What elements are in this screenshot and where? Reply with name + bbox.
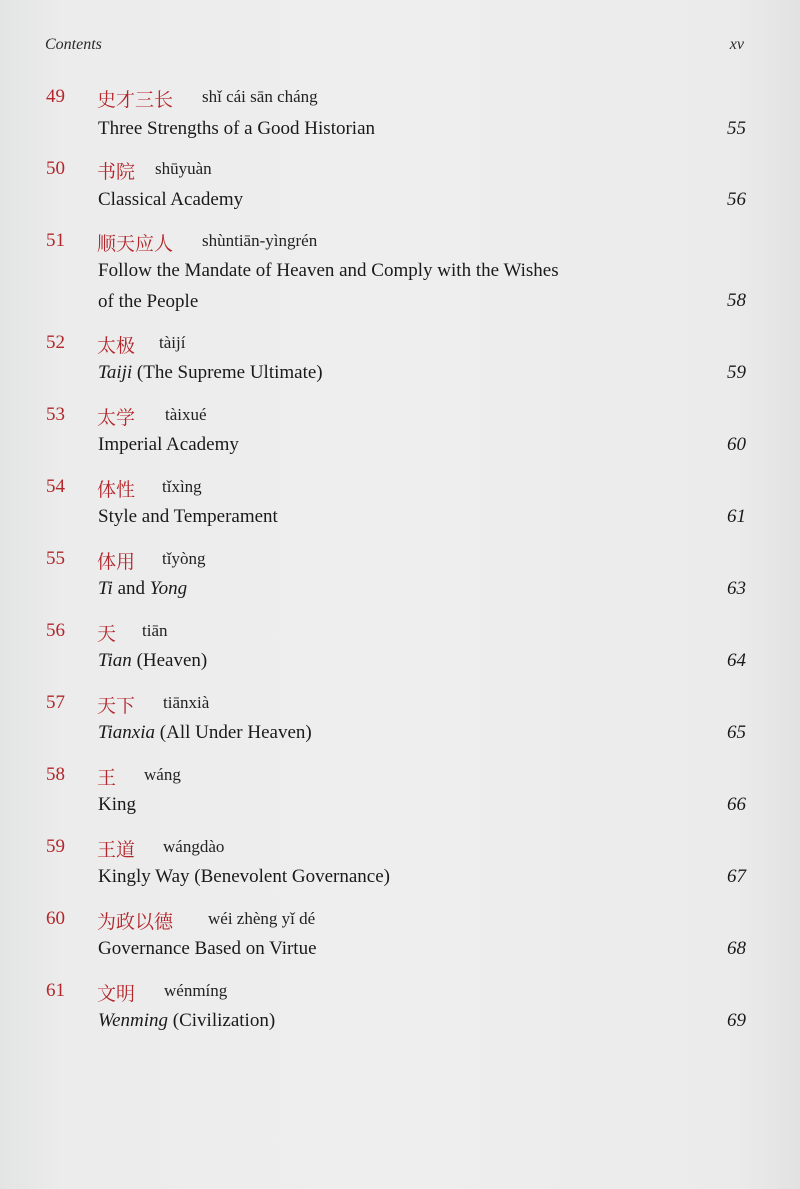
entry-title-rest: and	[112, 578, 150, 599]
entry-pinyin: tǐxìng	[162, 477, 202, 496]
entry-number: 54	[46, 476, 65, 497]
entry-title	[98, 573, 658, 604]
entry-number: 58	[46, 764, 65, 785]
entry-page: 65	[727, 722, 746, 743]
entry-number: 49	[46, 86, 65, 107]
entry-number: 60	[46, 908, 65, 929]
entry-title: Classical Academy	[98, 189, 244, 210]
entry-page: 58	[727, 290, 746, 311]
entry-chinese: 王道	[97, 839, 136, 861]
entry-title	[98, 645, 658, 676]
entry-page: 56	[727, 189, 746, 210]
entry-number: 55	[46, 548, 65, 569]
entry-pinyin: wéi zhèng yǐ dé	[208, 909, 316, 928]
entry-chinese: 体用	[97, 551, 136, 573]
entry-chinese: 太极	[97, 335, 136, 357]
entry-title-line-1: Follow the Mandate of Heaven and Comply with the Wishes	[98, 260, 559, 281]
entry-title-italic: Taiji	[98, 362, 133, 383]
entry-page: 68	[727, 938, 746, 959]
entry-number: 56	[46, 620, 65, 641]
entry-title	[98, 717, 658, 748]
entry-title-italic: Tianxia	[98, 722, 156, 743]
entry-pinyin: shùntiān-yìngrén	[202, 231, 318, 250]
entry-pinyin: wángdào	[163, 837, 225, 856]
entry-page: 59	[727, 362, 746, 383]
entry-page: 63	[727, 578, 746, 599]
entry-pinyin: shūyuàn	[155, 159, 212, 178]
entry-title-italic: Tian	[98, 650, 132, 671]
entry-chinese: 天下	[97, 695, 136, 717]
entry-pinyin: tiānxià	[163, 693, 210, 712]
entry-title-italic: Ti	[98, 578, 113, 599]
entry-page: 61	[727, 506, 746, 527]
entry-chinese: 史才三长	[97, 89, 174, 111]
entry-number: 53	[46, 404, 65, 425]
entry-page: 67	[727, 866, 746, 887]
entry-title	[98, 1005, 658, 1036]
entry-chinese: 天	[97, 623, 117, 645]
entry-pinyin: wáng	[144, 765, 181, 784]
entry-number: 59	[46, 836, 65, 857]
entry-pinyin: tǐyòng	[162, 549, 206, 568]
entry-title: Governance Based on Virtue	[98, 938, 317, 959]
entry-title-line-2: of the People	[98, 291, 199, 312]
entry-chinese: 文明	[97, 983, 136, 1005]
entry-chinese: 顺天应人	[97, 233, 174, 255]
entry-pinyin: wénmíng	[164, 981, 228, 1000]
entry-title: Kingly Way (Benevolent Governance)	[98, 866, 390, 887]
entry-number: 52	[46, 332, 65, 353]
entry-pinyin: tiān	[142, 621, 168, 640]
entry-pinyin: tàijí	[159, 333, 186, 352]
entry-chinese: 太学	[97, 407, 136, 429]
entry-page: 69	[727, 1010, 746, 1031]
entry-title-rest: (Civilization)	[168, 1010, 276, 1031]
entry-title	[98, 357, 658, 388]
entry-title: King	[98, 794, 136, 815]
entry-title: Three Strengths of a Good Historian	[98, 118, 376, 139]
entry-page: 64	[727, 650, 746, 671]
entry-chinese: 为政以德	[97, 911, 174, 933]
entry-page: 55	[727, 118, 746, 139]
entry-number: 57	[46, 692, 65, 713]
entry-title: Imperial Academy	[98, 434, 239, 455]
entry-number: 51	[46, 230, 65, 251]
running-head-page-number: xv	[729, 36, 744, 53]
entry-title-rest: (The Supreme Ultimate)	[132, 362, 323, 383]
entry-pinyin: shǐ cái sān cháng	[202, 87, 318, 106]
running-head-left: Contents	[45, 36, 102, 53]
entry-number: 50	[46, 158, 65, 179]
entry-title-italic-2: Yong	[149, 578, 188, 599]
entry-title-italic: Wenming	[98, 1010, 169, 1031]
entry-number: 61	[46, 980, 65, 1001]
entry-chinese: 王	[97, 767, 117, 789]
entry-title-rest: (Heaven)	[131, 650, 208, 671]
entry-title-rest: (All Under Heaven)	[155, 722, 312, 743]
entry-chinese: 书院	[97, 161, 136, 183]
entry-title: Style and Temperament	[98, 506, 278, 527]
entry-page: 60	[727, 434, 746, 455]
entry-pinyin: tàixué	[165, 405, 207, 424]
entry-chinese: 体性	[97, 479, 136, 501]
entry-page: 66	[727, 794, 746, 815]
